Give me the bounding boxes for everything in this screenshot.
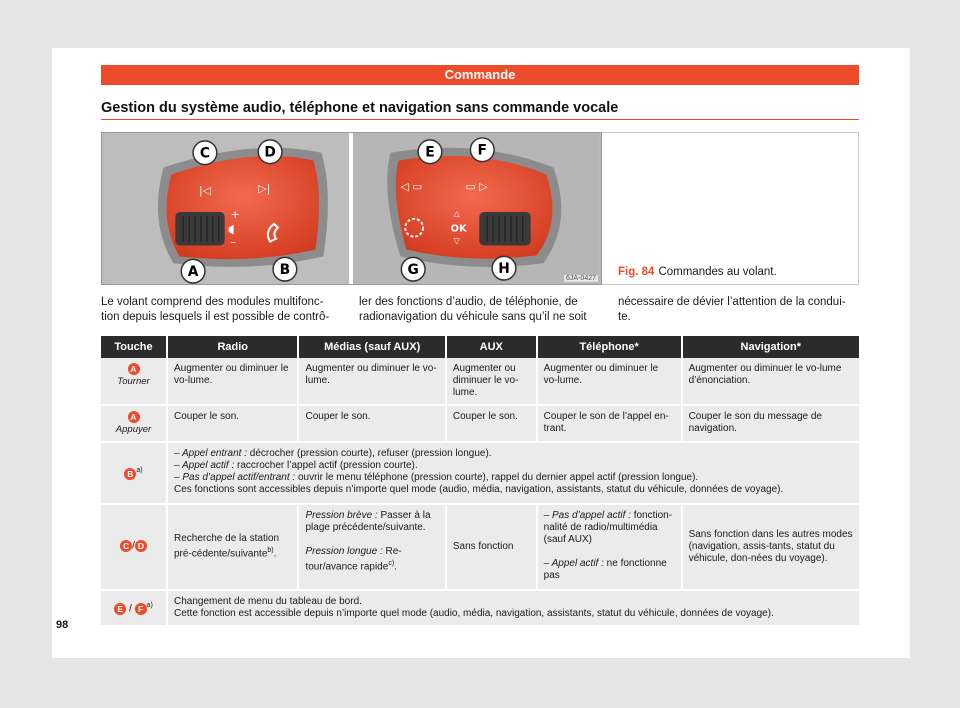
- col-header-nav: Navigation*: [682, 336, 859, 358]
- line-incoming: – Appel entrant : décrocher (pression courte), refuser (pression longue).: [174, 447, 492, 459]
- key-cell: [101, 358, 167, 405]
- body-text-col1: Le volant comprend des modules multifonc-tion depuis lesquels il est possible de contrô-: [101, 296, 330, 323]
- callout-c: C: [199, 145, 211, 162]
- key-separator: /: [132, 540, 135, 552]
- key-action: Tourner: [117, 375, 150, 387]
- line-active: – Appel actif : raccrocher l’appel actif (pression courte).: [174, 459, 418, 471]
- col-header-aux: AUX: [446, 336, 537, 358]
- callout-e: E: [425, 144, 435, 161]
- body-text-col2: ler des fonctions d’audio, de téléphonie, de radionavigation du véhicule sans qu’il ne soit: [359, 296, 587, 323]
- svg-text:▽: ▽: [453, 236, 460, 246]
- cell-nav: Sans fonction dans les autres modes (navigation, assis-tants, statut du véhicule, don-nées du voyage).: [682, 504, 859, 590]
- callout-f: F: [477, 142, 487, 159]
- key-badge-b: B: [124, 468, 136, 480]
- col-header-media: Médias (sauf AUX): [298, 336, 445, 358]
- key-badge-d: D: [135, 540, 147, 552]
- cell-media: Pression brève : Passer à la plage précédente/suivante. Pression longue : Re-tour/avance rapide$^{c)}$.: [298, 504, 445, 590]
- svg-text:△: △: [453, 208, 460, 218]
- cell-aux: Sans fonction: [446, 504, 537, 590]
- figure-caption: [618, 266, 777, 278]
- table-row: [101, 442, 859, 504]
- cell-nav: Couper le son du message de navigation.: [682, 405, 859, 442]
- svg-text:▷|: ▷|: [258, 182, 271, 196]
- figure-number: Fig. 84: [618, 266, 655, 278]
- cell-nav: Augmenter ou diminuer le vo-lume d’énonciation.: [682, 358, 859, 405]
- key-cell: [101, 442, 167, 504]
- cell-phone: Augmenter ou diminuer le vo-lume.: [537, 358, 682, 405]
- key-cell: [101, 504, 167, 590]
- col-header-touche: Touche: [101, 336, 167, 358]
- page-number: 98: [56, 619, 69, 631]
- cell-merged: [167, 442, 859, 504]
- svg-text:|◁: |◁: [199, 184, 212, 198]
- section-band: Commande: [101, 65, 859, 85]
- footnote-ref: a): [146, 601, 153, 609]
- cell-merged: [167, 590, 859, 626]
- callout-b: B: [279, 262, 291, 279]
- cell-radio: Recherche de la station pré-cédente/suivante$^{b)}$.: [167, 504, 298, 590]
- cell-radio: Augmenter ou diminuer le vo-lume.: [167, 358, 298, 405]
- figure-caption-text: Commandes au volant.: [658, 266, 777, 278]
- svg-text:OK: OK: [450, 223, 467, 235]
- steering-wheel-figure: [101, 132, 602, 285]
- line-note: Ces fonctions sont accessibles depuis n’importe quel mode (audio, média, navigation, assistants, statut du véhicule, données de voyage).: [174, 483, 784, 495]
- svg-text:◁ ▭: ◁ ▭: [400, 180, 423, 194]
- cell-radio: Couper le son.: [167, 405, 298, 442]
- key-badge-e: E: [114, 603, 126, 615]
- callout-a: A: [187, 264, 199, 281]
- table-header-row: [101, 336, 859, 358]
- body-text-col3: nécessaire de dévier l’attention de la condui-te.: [618, 296, 846, 323]
- svg-text:+: +: [230, 207, 240, 221]
- cell-phone: – Pas d’appel actif : fonction-nalité de radio/multimédia (sauf AUX) – Appel actif : ne fonctionne pas: [537, 504, 682, 590]
- table-row: [101, 358, 859, 405]
- title-rule: [101, 119, 859, 120]
- callout-d: D: [264, 144, 276, 161]
- line-no-call: – Pas d’appel actif/entrant : ouvrir le menu téléphone (pression courte), rappel du dernier appel actif (pression longue).: [174, 471, 699, 483]
- col-header-radio: Radio: [167, 336, 298, 358]
- svg-text:–: –: [230, 235, 237, 249]
- table-row: [101, 590, 859, 626]
- cell-phone: Couper le son de l’appel en-trant.: [537, 405, 682, 442]
- cell-aux: Couper le son.: [446, 405, 537, 442]
- key-badge-f: F: [135, 603, 147, 615]
- cell-media: Couper le son.: [298, 405, 445, 442]
- key-cell: [101, 590, 167, 626]
- steering-controls-illustration: [102, 133, 601, 284]
- line-menu: Changement de menu du tableau de bord.: [174, 595, 362, 607]
- callout-h: H: [498, 261, 510, 278]
- controls-table: [101, 336, 859, 627]
- table-row: [101, 504, 859, 590]
- figure-code: 6JA-0427: [566, 275, 596, 282]
- key-badge-a: A: [128, 411, 140, 423]
- key-cell: [101, 405, 167, 442]
- key-badge-c: C: [120, 540, 132, 552]
- page-title: Gestion du système audio, téléphone et navigation sans commande vocale: [101, 100, 619, 116]
- line-note: Cette fonction est accessible depuis n’importe quel mode (audio, média, navigation, assistants, statut du véhicule, données de voyage).: [174, 607, 774, 619]
- footnote-ref: a): [136, 466, 143, 474]
- callout-g: G: [407, 262, 419, 279]
- table-row: [101, 405, 859, 442]
- key-separator: /: [126, 603, 135, 615]
- cell-aux: Augmenter ou diminuer le vo-lume.: [446, 358, 537, 405]
- svg-text:▭ ▷: ▭ ▷: [465, 180, 488, 194]
- figure-caption-box: [602, 132, 859, 285]
- col-header-phone: Téléphone*: [537, 336, 682, 358]
- key-badge-a: A: [128, 363, 140, 375]
- key-action: Appuyer: [115, 423, 152, 435]
- cell-media: Augmenter ou diminuer le vo-lume.: [298, 358, 445, 405]
